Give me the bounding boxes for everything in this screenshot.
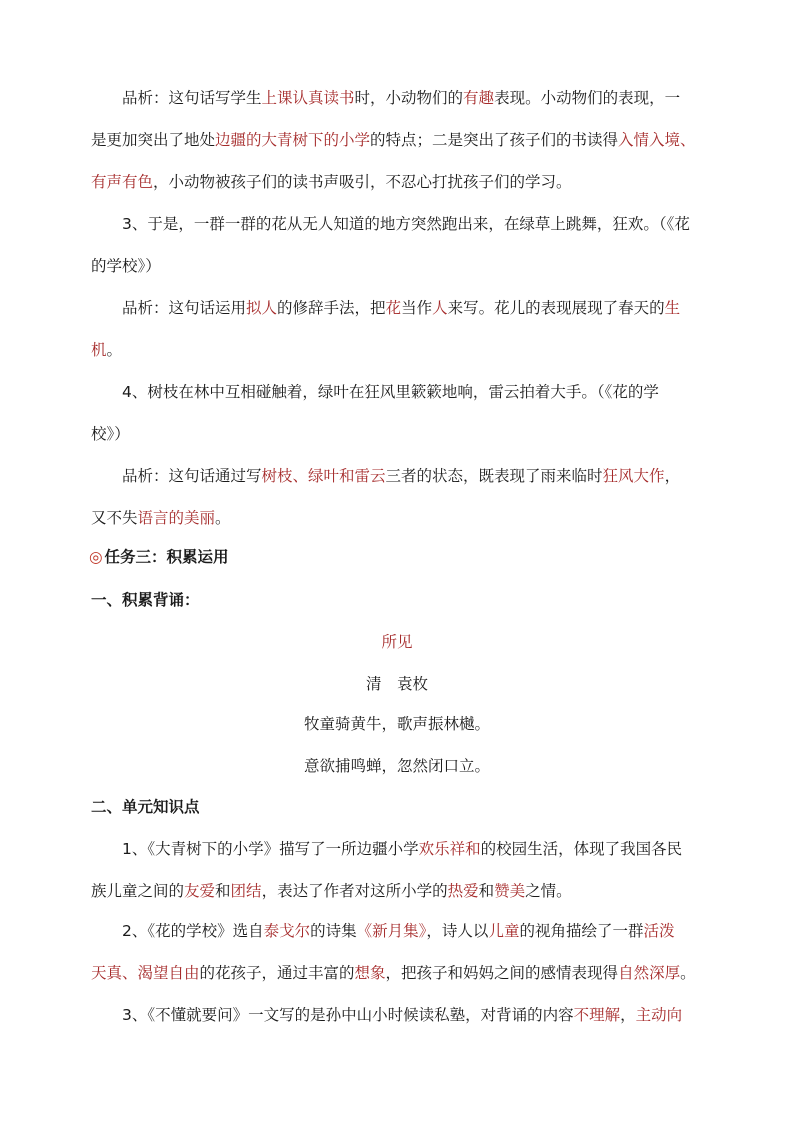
text: 又不失 — [91, 509, 138, 527]
text: ，把孩子和妈妈之间的感情表现得 — [385, 964, 619, 982]
text: ，表达了作者对这所小学的 — [261, 882, 448, 900]
poem-line-2: 意欲捕鸣蝉，忽然闭口立。 — [303, 757, 490, 775]
text: 的修辞手法，把 — [277, 299, 386, 317]
knowledge-1-line-1 — [122, 839, 682, 859]
highlight: 自然深厚 — [618, 964, 681, 982]
text: 族儿童之间的 — [91, 882, 185, 900]
highlight: 欢乐祥和 — [418, 840, 481, 858]
text: 1、《大青树下的小学》描写了一所边疆小学 — [122, 840, 419, 858]
section-1-heading: 一、积累背诵： — [91, 591, 200, 609]
text: 的诗集 — [310, 922, 357, 940]
analysis-2-line-1 — [122, 298, 680, 318]
text: 。 — [680, 964, 696, 982]
knowledge-2-line-1 — [122, 921, 674, 941]
highlight: 机 — [91, 341, 107, 359]
highlight: 拟人 — [246, 299, 278, 317]
highlight: 活泼 — [643, 922, 675, 940]
target-icon: ◎ — [89, 548, 103, 566]
poem-line-1: 牧童骑黄牛，歌声振林樾。 — [303, 715, 490, 733]
text: ， — [664, 467, 681, 485]
highlight: 有趣 — [463, 89, 495, 107]
highlight: 《新月集》 — [356, 922, 427, 940]
highlight: 人 — [432, 299, 448, 317]
analysis-1-line-1 — [122, 88, 680, 108]
highlight: 语言的美丽 — [137, 509, 216, 527]
text: 时，小动物们的 — [354, 89, 464, 107]
knowledge-3-line-1 — [122, 1005, 682, 1025]
highlight: 友爱 — [184, 882, 216, 900]
highlight: 树枝、绿叶和雷云 — [261, 467, 386, 485]
highlight: 生 — [664, 299, 681, 317]
highlight: 主动向 — [635, 1006, 683, 1024]
knowledge-1-line-2 — [91, 881, 572, 901]
highlight: 入情入境、 — [618, 131, 696, 149]
text: 2、《花的学校》选自 — [122, 922, 264, 940]
highlight: 儿童 — [488, 922, 520, 940]
analysis-3-line-2 — [91, 508, 231, 528]
highlight: 上课认真读书 — [261, 89, 355, 107]
highlight: 花 — [385, 299, 402, 317]
text: 的视角描绘了一群 — [519, 922, 644, 940]
highlight: 有声有色 — [91, 173, 154, 191]
text: 和 — [215, 882, 231, 900]
analysis-1-line-3 — [91, 172, 572, 192]
analysis-3-line-1 — [122, 466, 680, 486]
text: 是更加突出了地处 — [91, 131, 216, 149]
text: 当作 — [401, 299, 433, 317]
highlight: 天真、渴望自由 — [91, 964, 200, 982]
highlight: 泰戈尔 — [263, 922, 311, 940]
text: 来写。花儿的表现展现了春天的 — [447, 299, 665, 317]
text: 表现。小动物们的表现，一 — [494, 89, 681, 107]
text: 。 — [215, 509, 231, 527]
poem-title: 所见 — [381, 633, 413, 651]
highlight: 热爱 — [447, 882, 479, 900]
text: 品析：这句话通过写 — [122, 467, 262, 485]
text: ，诗人以 — [426, 922, 489, 940]
text: 和 — [478, 882, 495, 900]
text: 之情。 — [525, 882, 572, 900]
text: 的特点；二是突出了孩子们的书读得 — [370, 131, 619, 149]
section-2-heading: 二、单元知识点 — [91, 798, 200, 816]
analysis-1-line-2 — [91, 130, 696, 150]
sentence-3-line-1: 3、于是，一群一群的花从无人知道的地方突然跑出来，在绿草上跳舞，狂欢。（《花 — [122, 215, 690, 233]
highlight: 不理解 — [573, 1006, 621, 1024]
poem-author: 清 袁枚 — [365, 675, 428, 693]
highlight: 边疆的大青树下的小学 — [215, 131, 371, 149]
text: 品析：这句话运用 — [122, 299, 247, 317]
highlight: 想象 — [354, 964, 386, 982]
text: 。 — [106, 341, 123, 359]
task-3-title: 任务三：积累运用 — [104, 548, 229, 566]
text: ，小动物被孩子们的读书声吸引，不忍心打扰孩子们的学习。 — [153, 173, 572, 191]
analysis-2-line-2 — [91, 340, 122, 360]
highlight: 赞美 — [494, 882, 526, 900]
sentence-4-line-2: 校》） — [91, 425, 130, 443]
text: ， — [620, 1006, 636, 1024]
highlight: 狂风大作 — [602, 467, 665, 485]
text: 品析：这句话写学生 — [122, 89, 262, 107]
sentence-4-line-1: 4、树枝在林中互相碰触着，绿叶在狂风里簌簌地响，雷云拍着大手。（《花的学 — [122, 383, 659, 401]
text: 3、《不懂就要问》一文写的是孙中山小时候读私塾，对背诵的内容 — [122, 1006, 574, 1024]
text: 三者的状态，既表现了雨来临时 — [385, 467, 603, 485]
highlight: 团结 — [230, 882, 262, 900]
task-3-heading — [89, 547, 229, 567]
text: 的校园生活，体现了我国各民 — [480, 840, 683, 858]
text: 的花孩子，通过丰富的 — [199, 964, 355, 982]
knowledge-2-line-2 — [91, 963, 696, 983]
sentence-3-line-2: 的学校》） — [91, 257, 161, 275]
